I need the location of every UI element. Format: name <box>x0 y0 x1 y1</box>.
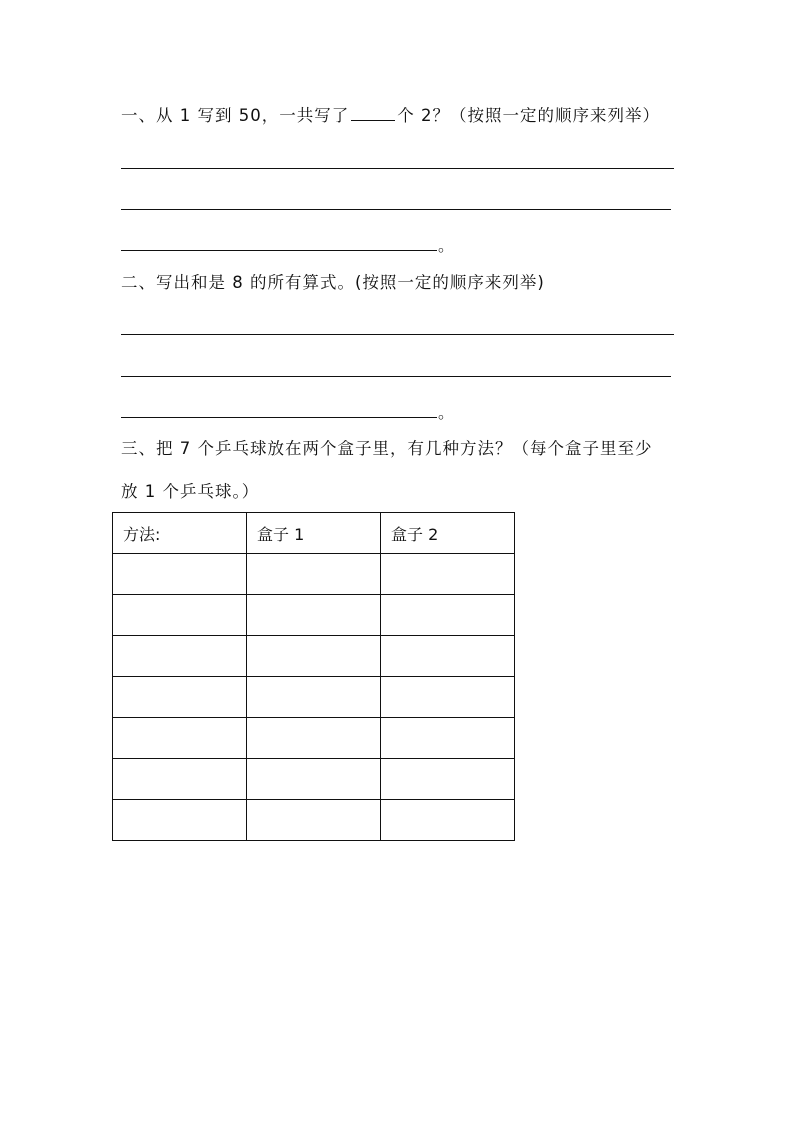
table-cell-box-2[interactable] <box>381 800 515 841</box>
header-box-2: 盒子 2 <box>381 513 515 554</box>
question-2 <box>121 271 545 295</box>
table-row <box>113 677 515 718</box>
table-cell-box-2[interactable] <box>381 595 515 636</box>
question-1-prefix: 一、从 1 写到 50，一共写了 <box>121 106 350 125</box>
question-3-text-line-2: 放 1 个乒乓球。） <box>121 482 260 501</box>
table-cell-box-1[interactable] <box>247 759 381 800</box>
table-row <box>113 800 515 841</box>
table-cell-method[interactable] <box>113 677 247 718</box>
header-method: 方法: <box>113 513 247 554</box>
table-cell-method[interactable] <box>113 595 247 636</box>
table-cell-box-1[interactable] <box>247 595 381 636</box>
table-cell-box-2[interactable] <box>381 718 515 759</box>
table-cell-box-2[interactable] <box>381 554 515 595</box>
methods-table-header-row <box>113 513 515 554</box>
question-1-answer-blank[interactable] <box>351 104 395 121</box>
table-cell-method[interactable] <box>113 718 247 759</box>
question-3-text-line-1: 三、把 7 个乒乓球放在两个盒子里，有几种方法？（每个盒子里至少 <box>121 439 653 458</box>
table-cell-box-1[interactable] <box>247 800 381 841</box>
table-cell-box-1[interactable] <box>247 677 381 718</box>
table-cell-method[interactable] <box>113 636 247 677</box>
table-row <box>113 759 515 800</box>
table-cell-box-2[interactable] <box>381 677 515 718</box>
table-cell-box-1[interactable] <box>247 636 381 677</box>
question-1-suffix: 个 2？（按照一定的顺序来列举） <box>397 106 660 125</box>
question-2-text: 二、写出和是 8 的所有算式。(按照一定的顺序来列举) <box>121 273 545 292</box>
question-2-answer-line-1[interactable] <box>121 334 674 335</box>
question-3-line-1 <box>121 437 653 461</box>
question-1 <box>121 104 660 128</box>
question-2-end-mark: 。 <box>438 403 455 422</box>
question-1-end-mark: 。 <box>438 236 455 255</box>
table-cell-box-2[interactable] <box>381 759 515 800</box>
table-row <box>113 595 515 636</box>
table-cell-box-1[interactable] <box>247 554 381 595</box>
table-row <box>113 554 515 595</box>
table-cell-box-2[interactable] <box>381 636 515 677</box>
table-cell-box-1[interactable] <box>247 718 381 759</box>
table-row <box>113 718 515 759</box>
question-2-answer-line-2[interactable] <box>121 376 671 377</box>
question-1-answer-line-3[interactable] <box>121 250 437 251</box>
question-1-answer-line-1[interactable] <box>121 168 674 169</box>
header-box-1: 盒子 1 <box>247 513 381 554</box>
methods-table <box>112 512 515 841</box>
table-cell-method[interactable] <box>113 554 247 595</box>
question-3-line-2 <box>121 480 259 504</box>
table-cell-method[interactable] <box>113 800 247 841</box>
question-1-answer-line-2[interactable] <box>121 209 671 210</box>
question-2-answer-line-3[interactable] <box>121 417 437 418</box>
table-row <box>113 636 515 677</box>
table-cell-method[interactable] <box>113 759 247 800</box>
